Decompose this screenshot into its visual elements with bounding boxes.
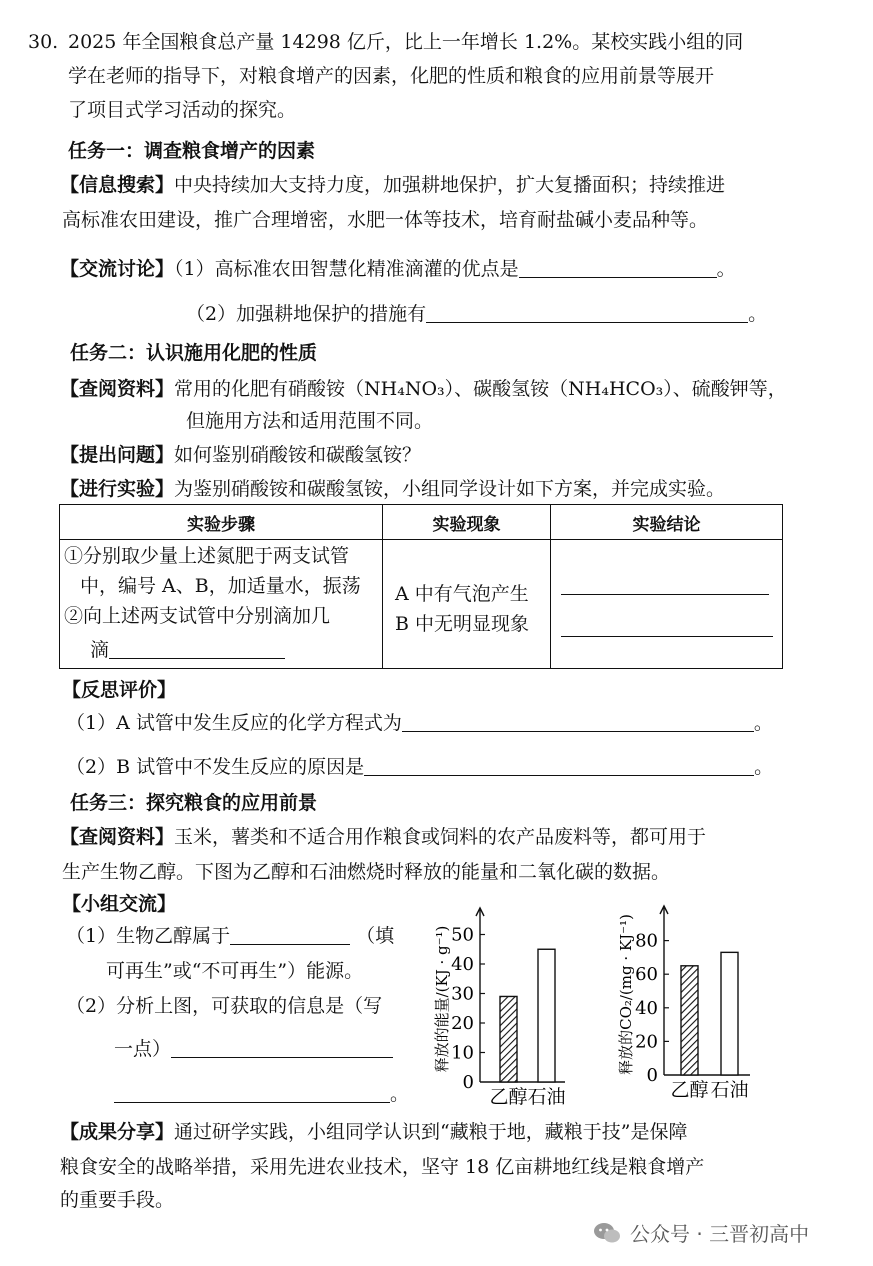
ref-line-1: 常用的化肥有硝酸铵（NH₄NO₃）、碳酸氢铵（NH₄HCO₃）、硫酸钾等，	[174, 378, 787, 400]
task3-title: 任务三：探究粮食的应用前景	[70, 792, 318, 814]
intro-line-3: 了项目式学习活动的探究。	[68, 99, 297, 121]
share-line-3: 的重要手段。	[60, 1189, 175, 1211]
experiment-tag: 【进行实验】	[60, 478, 175, 500]
y-tick-label: 80	[635, 930, 658, 952]
y-tick-label: 60	[635, 964, 658, 986]
bar	[681, 966, 698, 1075]
conclusion-blank-1[interactable]	[561, 594, 769, 595]
share-line-2: 粮食安全的战略举措，采用先进农业技术，坚守 18 亿亩耕地红线是粮食增产	[60, 1156, 705, 1178]
period: 。	[390, 1083, 410, 1105]
y-tick-label: 40	[451, 954, 474, 975]
reflect-q1: （1）A 试管中发生反应的化学方程式为	[66, 712, 402, 734]
steps-cell	[60, 540, 383, 669]
header-phenomena: 实验现象	[383, 505, 551, 540]
task1-title: 任务一：调查粮食增产的因素	[68, 140, 316, 162]
info-search-tag: 【信息搜索】	[60, 174, 175, 196]
y-tick-label: 0	[462, 1072, 474, 1093]
y-tick-label: 40	[635, 997, 658, 1019]
intro-line-1: 2025 年全国粮食总产量 14298 亿斤，比上一年增长 1.2%。某校实践小组的同	[68, 31, 744, 53]
phenomena-cell	[383, 540, 551, 669]
reflect-q2-blank[interactable]	[364, 755, 754, 776]
y-tick-label: 30	[451, 983, 474, 1005]
discuss-q1-blank[interactable]	[519, 257, 717, 278]
y-tick-label: 20	[451, 1013, 474, 1034]
ref-line-2: 但施用方法和适用范围不同。	[186, 410, 434, 432]
period: 。	[753, 712, 773, 734]
group-q1-blank[interactable]	[230, 924, 350, 945]
x-tick-label: 石油	[710, 1079, 749, 1101]
y-tick-label: 50	[451, 924, 474, 946]
discuss-q2: （2）加强耕地保护的措施有	[186, 303, 427, 325]
conclusion-blank-2[interactable]	[561, 636, 773, 637]
discuss-q2-blank[interactable]	[426, 302, 748, 323]
reflect-q1-blank[interactable]	[402, 711, 754, 732]
intro-line-2: 学在老师的指导下，对粮食增产的因素，化肥的性质和粮食的应用前景等展开	[68, 65, 715, 87]
ref3-tag: 【查阅资料】	[60, 826, 175, 848]
step-line-1: ①分别取少量上述氮肥于两支试管	[64, 545, 350, 567]
ref3-line-1: 玉米，薯类和不适合用作粮食或饲料的农产品废料等，都可用于	[174, 826, 707, 848]
step-line-4: 滴	[90, 639, 110, 661]
info-search-text-2: 高标准农田建设，推广合理增密，水肥一体等技术，培育耐盐碱小麦品种等。	[62, 209, 709, 231]
question-text: 如何鉴别硝酸铵和碳酸氢铵？	[174, 444, 422, 466]
y-tick-label: 10	[451, 1042, 474, 1064]
watermark-text: 公众号 · 三晋初高中	[630, 1222, 810, 1246]
group-q1: （1）生物乙醇属于	[66, 925, 231, 947]
y-axis-label: 释放的能量/(KJ · g⁻¹)	[433, 925, 451, 1073]
ref-tag: 【查阅资料】	[60, 378, 175, 400]
bar	[721, 952, 738, 1075]
share-line-1: 通过研学实践，小组同学认识到“藏粮于地，藏粮于技”是保障	[174, 1121, 688, 1143]
experiment-text: 为鉴别硝酸铵和碳酸氢铵，小组同学设计如下方案，并完成实验。	[174, 478, 726, 500]
reflect-tag: 【反思评价】	[62, 679, 177, 701]
energy-bar-chart	[420, 900, 590, 1110]
conclusion-cell	[551, 540, 783, 669]
group-q1-fill: （填	[356, 925, 395, 947]
x-tick-label: 乙醇	[670, 1079, 709, 1101]
header-steps: 实验步骤	[60, 505, 383, 540]
ref3-line-2: 生产生物乙醇。下图为乙醇和石油燃烧时释放的能量和二氧化碳的数据。	[62, 861, 671, 883]
reflect-q2: （2）B 试管中不发生反应的原因是	[66, 756, 365, 778]
question-tag: 【提出问题】	[60, 444, 175, 466]
group-q1-options: 可再生”或“不可再生”）能源。	[106, 960, 364, 982]
phenomenon-b: B 中无明显现象	[395, 613, 530, 635]
share-tag: 【成果分享】	[60, 1121, 175, 1143]
y-tick-label: 20	[635, 1031, 658, 1053]
group-q2-blank-2[interactable]	[114, 1082, 390, 1103]
question-number: 30.	[28, 31, 59, 53]
step-line-2: 中，编号 A、B，加适量水，振荡	[80, 575, 361, 597]
header-conclusion: 实验结论	[551, 505, 783, 540]
experiment-table	[59, 504, 783, 669]
phenomenon-a: A 中有气泡产生	[395, 583, 529, 605]
bar	[538, 949, 555, 1082]
x-tick-label: 乙醇	[489, 1086, 528, 1108]
wechat-icon	[592, 1220, 622, 1246]
y-tick-label: 0	[646, 1065, 658, 1086]
co2-bar-chart	[600, 896, 770, 1110]
y-axis-label: 释放的CO₂/(mg · KJ⁻¹)	[617, 914, 635, 1075]
x-tick-label: 石油	[527, 1086, 566, 1108]
bar	[500, 996, 517, 1082]
group-q2-cont: 一点）	[114, 1038, 172, 1060]
group-q2: （2）分析上图，可获取的信息是（写	[66, 995, 383, 1017]
watermark	[592, 1218, 809, 1247]
group-tag: 【小组交流】	[62, 893, 177, 915]
group-q2-blank-1[interactable]	[171, 1037, 393, 1058]
step-line-3: ②向上述两支试管中分别滴加几	[64, 605, 331, 627]
period: 。	[748, 303, 768, 325]
task2-title: 任务二：认识施用化肥的性质	[70, 342, 318, 364]
period: 。	[754, 756, 774, 778]
info-search-text-1: 中央持续加大支持力度，加强耕地保护，扩大复播面积；持续推进	[174, 174, 726, 196]
discuss-tag: 【交流讨论】	[60, 258, 175, 280]
discuss-q1: （1）高标准农田智慧化精准滴灌的优点是	[174, 258, 519, 280]
reagent-blank[interactable]	[109, 638, 285, 659]
period: 。	[716, 258, 736, 280]
